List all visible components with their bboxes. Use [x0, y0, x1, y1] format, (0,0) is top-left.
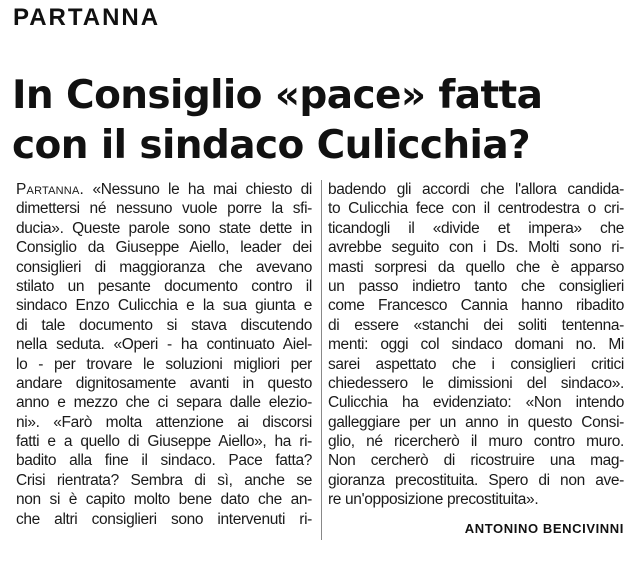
body-line: Consiglio da Giuseppe Aiello, leader dei — [16, 239, 312, 257]
body-line: di tale documento si stava discutendo — [16, 316, 312, 334]
body-line: un passo indietro tanto che consiglieri — [328, 277, 624, 295]
body-line: dimettersi né nessuno vuole porre la sfi- — [16, 200, 312, 218]
body-line: badito alla fine il sindaco. Pace fatta? — [16, 452, 312, 470]
column-divider — [321, 180, 322, 540]
body-line: fatti e a quello di Giuseppe Aiello», ha ri- — [16, 433, 312, 451]
body-line: lo - per trovare le soluzioni migliori per — [16, 355, 312, 373]
body-column-left — [16, 180, 312, 529]
body-line: Culicchia ha evidenziato: «Non intendo — [328, 394, 624, 412]
body-line: badendo gli accordi che l'allora candida- — [328, 181, 624, 198]
body-line: consiglieri di maggioranza che avevano — [16, 258, 312, 276]
body-line: ducia». Queste parole sono state dette in — [16, 219, 312, 237]
body-line: che altri consiglieri sono intervenuti ri- — [16, 510, 312, 528]
body-line: Crisi rientrata? Sembra di sì, anche se — [16, 471, 312, 489]
body-line: glio, né ricercherò il muro contro muro. — [328, 433, 624, 451]
body-line — [16, 180, 312, 199]
body-line: to Culicchia fece con il centrodestra o cri- — [328, 200, 624, 218]
body-line: nella seduta. «Operi - ha continuato Aiel- — [16, 336, 312, 354]
body-line: menti: oggi col sindaco domani no. Mi — [328, 336, 624, 354]
body-line: ticandogli il «divide et impera» che — [328, 219, 624, 237]
body-line: Non cercherò di ricostruire una mag- — [328, 452, 624, 470]
body-line: stilato un pesante documento contro il — [16, 277, 312, 295]
body-line: re un'opposizione precostituita». — [328, 491, 539, 509]
headline-line-1: In Consiglio «pace» fatta — [12, 73, 543, 119]
body-line: andare dignitosamente avanti in questo — [16, 374, 312, 392]
body-line: gioranza precostituita. Spero di non ave- — [328, 471, 624, 489]
body-column-right — [328, 180, 624, 510]
section-label: PARTANNA — [13, 4, 161, 31]
body-line: anno e mezzo che ci separa dalle elezio- — [16, 394, 312, 412]
body-line: avrebbe seguito con i Ds. Molti sono ri- — [328, 239, 624, 257]
dateline: Partanna. — [16, 181, 84, 198]
body-line: galleggiare per un anno in questo Consi- — [328, 413, 624, 431]
body-line: chiedessero le dimissioni del sindaco». — [328, 374, 624, 392]
body-line: masti sorpresi da quello che è apparso — [328, 258, 624, 276]
byline: ANTONINO BENCIVINNI — [464, 521, 624, 536]
body-line: come Francesco Cannia hanno ribadito — [328, 297, 624, 315]
body-line: sarei aspettato che i consiglieri critici — [328, 355, 624, 373]
headline — [12, 71, 632, 171]
headline-line-2: con il sindaco Culicchia? — [12, 123, 531, 169]
body-line-text: «Nessuno le ha mai chiesto di — [92, 181, 312, 198]
body-line: non si è capito molto bene dato che an- — [16, 491, 312, 509]
body-line: di essere «stanchi dei soliti tentenna- — [328, 316, 624, 334]
body-line: ni». «Farò molta attenzione ai discorsi — [16, 413, 312, 431]
body-line: sindaco Enzo Culicchia e la sua giunta e — [16, 297, 312, 315]
